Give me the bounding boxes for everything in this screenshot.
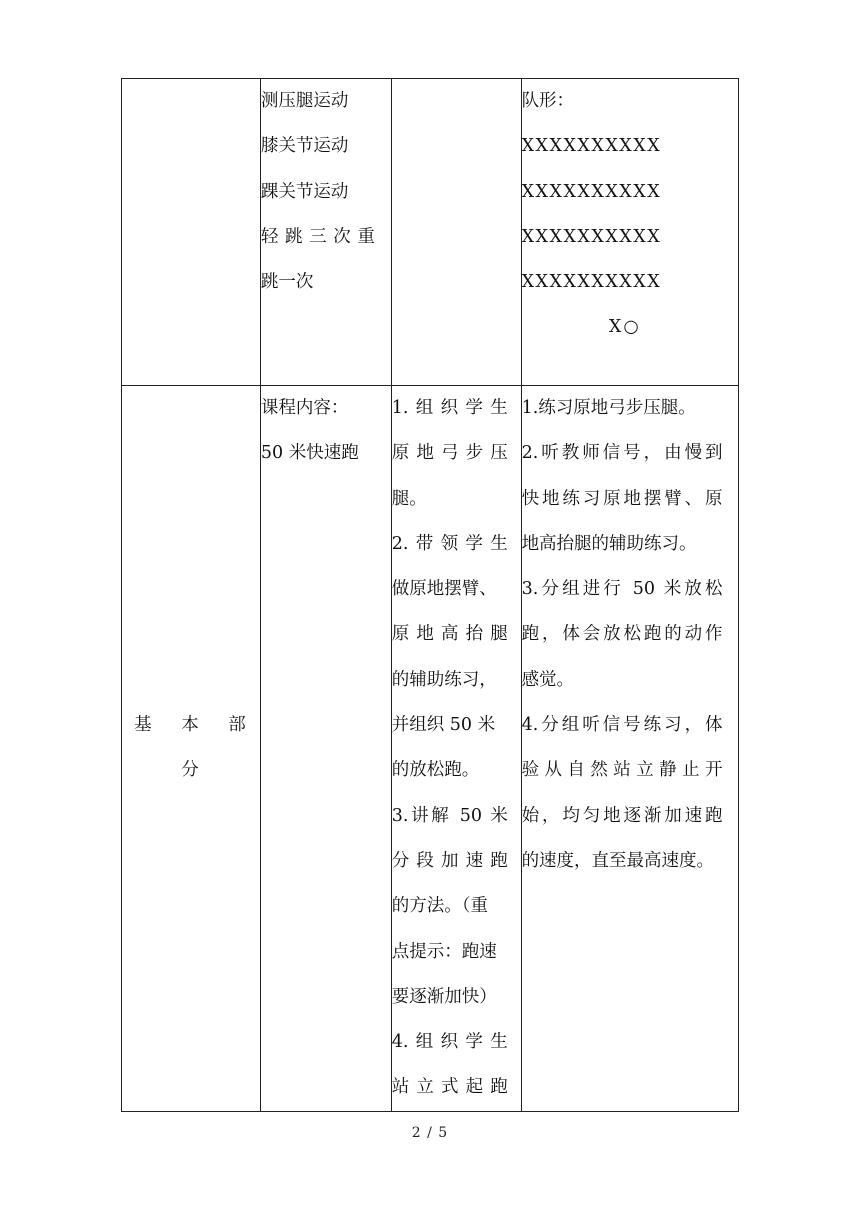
teacher-line: 站立式起跑 [391,1077,508,1098]
warmup-content-line: 轻跳三次重 [260,226,375,247]
teacher-line: 2.带领学生 [391,533,508,554]
formation-row: XXXXXXXXXX [521,136,662,157]
teacher-line: 腿。 [391,488,427,509]
teacher-line: 的辅助练习， [391,669,497,690]
warmup-content-line: 测压腿运动 [260,91,349,111]
teacher-line: 原地弓步压 [391,443,508,464]
teacher-line: 点提示：跑速 [391,941,497,962]
basic-section-label: 基 本 部 分 [122,386,261,1112]
student-line: 的速度，直至最高速度。 [521,850,715,871]
page-number: 2 / 5 [411,1125,449,1141]
formation-row: XXXXXXXXXX [521,226,662,247]
teacher-line: 分段加速跑 [391,850,508,871]
student-line: 1.练习原地弓步压腿。 [521,398,696,418]
basic-content-line: 课程内容： [260,398,349,418]
formation-row: XXXXXXXXXX [521,181,662,202]
teacher-line: 1.组织学生 [391,398,508,418]
teacher-line: 原地高抬腿 [391,624,508,645]
student-line: 感觉。 [521,669,575,690]
student-line: 快地练习原地摆臂、原 [521,488,723,509]
student-line: 地高抬腿的辅助练习。 [521,533,697,554]
warmup-content-line: 踝关节运动 [260,181,349,202]
student-line: 始，均匀地逐渐加速跑 [521,805,723,826]
warmup-section-cell [122,79,261,386]
teacher-line: 4.组织学生 [391,1032,508,1053]
teacher-line: 要逐渐加快） [391,986,497,1007]
warmup-row [122,79,739,386]
teacher-line: 的放松跑。 [391,760,480,781]
teacher-line: 并组织 50 米 [391,715,496,736]
formation-teacher-row: X○ [608,317,641,338]
warmup-content-line: 跳一次 [260,272,314,293]
student-line: 验从自然站立静止开 [521,760,723,781]
basic-content-cell [260,386,391,1112]
teacher-line: 做原地摆臂、 [391,579,497,600]
student-line: 2.听教师信号，由慢到 [521,443,723,464]
basic-teacher-cell [391,386,521,1112]
student-line: 3.分组进行 50 米放松 [521,579,723,600]
teacher-line: 的方法。（重 [391,896,488,917]
teacher-line: 3.讲解 50 米 [391,805,508,826]
formation-title: 队形： [521,91,575,111]
warmup-formation-cell [521,79,738,386]
student-line: 跑，体会放松跑的动作 [521,624,723,645]
warmup-teacher-cell [391,79,521,386]
student-line: 4.分组听信号练习，体 [521,715,723,736]
warmup-content-line: 膝关节运动 [260,136,349,157]
warmup-content-cell [260,79,391,386]
lesson-plan-table [121,78,739,1112]
basic-student-cell [521,386,738,1112]
formation-row: XXXXXXXXXX [521,272,662,293]
basic-row [122,386,739,1112]
basic-content-line: 50 米快速跑 [260,443,359,464]
